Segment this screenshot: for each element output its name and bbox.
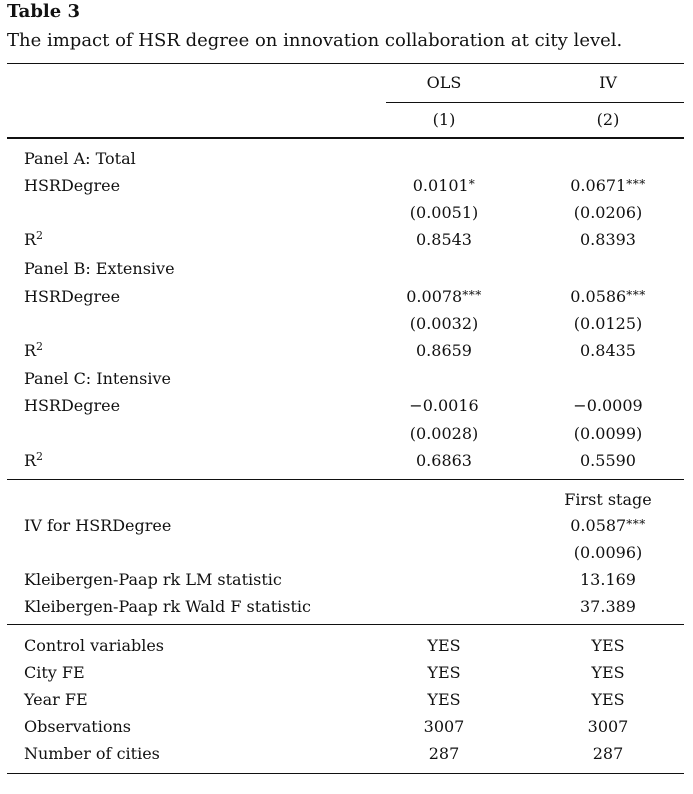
std-error-col1: (0.0051)	[409, 203, 479, 222]
r-squared-col2: 0.8393	[580, 230, 636, 249]
control-row-col2: YES	[591, 663, 625, 682]
coefficient-col2: 0.0586***	[570, 287, 646, 306]
header-bottom-rule	[7, 137, 684, 139]
panel-title: Panel A: Total	[24, 149, 136, 168]
r-squared-label: $R^2$	[24, 229, 44, 249]
iv-std-error: (0.0096)	[573, 543, 643, 562]
r-squared-col1: 0.8659	[416, 341, 472, 360]
table-bottom-rule	[7, 773, 684, 774]
lm-statistic-label: Kleibergen-Paap rk LM statistic	[24, 570, 282, 589]
header-column-rule	[386, 102, 684, 103]
control-row-label: Year FE	[24, 690, 88, 709]
significance-stars: ***	[626, 177, 646, 191]
std-error-col1: (0.0028)	[409, 424, 479, 443]
coefficient-col1: 0.0078***	[406, 287, 482, 306]
r-squared-col1: 0.6863	[416, 451, 472, 470]
std-error-col2: (0.0206)	[573, 203, 643, 222]
control-row-col2: YES	[591, 636, 625, 655]
panel-title: Panel C: Intensive	[24, 369, 171, 388]
control-row-col1: YES	[427, 636, 461, 655]
r-squared-label: $R^2$	[24, 450, 44, 470]
top-rule	[7, 63, 684, 64]
wald-statistic-label: Kleibergen-Paap rk Wald F statistic	[24, 597, 311, 616]
variable-label: HSRDegree	[24, 396, 121, 415]
first-stage-bottom-rule	[7, 624, 684, 625]
coefficient-col2: −0.0009	[573, 396, 643, 415]
control-row-col2: 3007	[587, 717, 629, 736]
control-row-label: City FE	[24, 663, 85, 682]
r-squared-label: $R^2$	[24, 340, 44, 360]
control-row-col2: 287	[592, 744, 624, 763]
wald-statistic-value: 37.389	[580, 597, 636, 616]
panels-bottom-rule	[7, 479, 684, 480]
panel-title: Panel B: Extensive	[24, 259, 175, 278]
coefficient-col2: 0.0671***	[570, 176, 646, 195]
control-row-label: Control variables	[24, 636, 165, 655]
control-row-col1: YES	[427, 663, 461, 682]
first-stage-heading: First stage	[564, 490, 652, 509]
control-row-col1: 3007	[423, 717, 465, 736]
lm-statistic-value: 13.169	[580, 570, 636, 589]
column-header-2: IV	[599, 73, 617, 92]
column-number-1: (1)	[432, 110, 456, 129]
r-squared-col2: 0.5590	[580, 451, 636, 470]
significance-stars: ***	[626, 288, 646, 302]
significance-stars: ***	[626, 517, 646, 531]
table-caption: The impact of HSR degree on innovation collaboration at city level.	[7, 30, 623, 51]
significance-stars: *	[468, 177, 476, 191]
iv-label: IV for HSRDegree	[24, 516, 172, 535]
control-row-col1: 287	[428, 744, 460, 763]
variable-label: HSRDegree	[24, 287, 121, 306]
control-row-col2: YES	[591, 690, 625, 709]
std-error-col2: (0.0125)	[573, 314, 643, 333]
r-squared-col1: 0.8543	[416, 230, 472, 249]
coefficient-col1: −0.0016	[409, 396, 479, 415]
std-error-col2: (0.0099)	[573, 424, 643, 443]
column-number-2: (2)	[596, 110, 620, 129]
significance-stars: ***	[462, 288, 482, 302]
table-number: Table 3	[7, 1, 81, 22]
r-squared-col2: 0.8435	[580, 341, 636, 360]
std-error-col1: (0.0032)	[409, 314, 479, 333]
control-row-label: Observations	[24, 717, 131, 736]
iv-coefficient: 0.0587***	[570, 516, 646, 535]
column-header-1: OLS	[426, 73, 462, 92]
control-row-label: Number of cities	[24, 744, 160, 763]
control-row-col1: YES	[427, 690, 461, 709]
variable-label: HSRDegree	[24, 176, 121, 195]
coefficient-col1: 0.0101*	[412, 176, 476, 195]
